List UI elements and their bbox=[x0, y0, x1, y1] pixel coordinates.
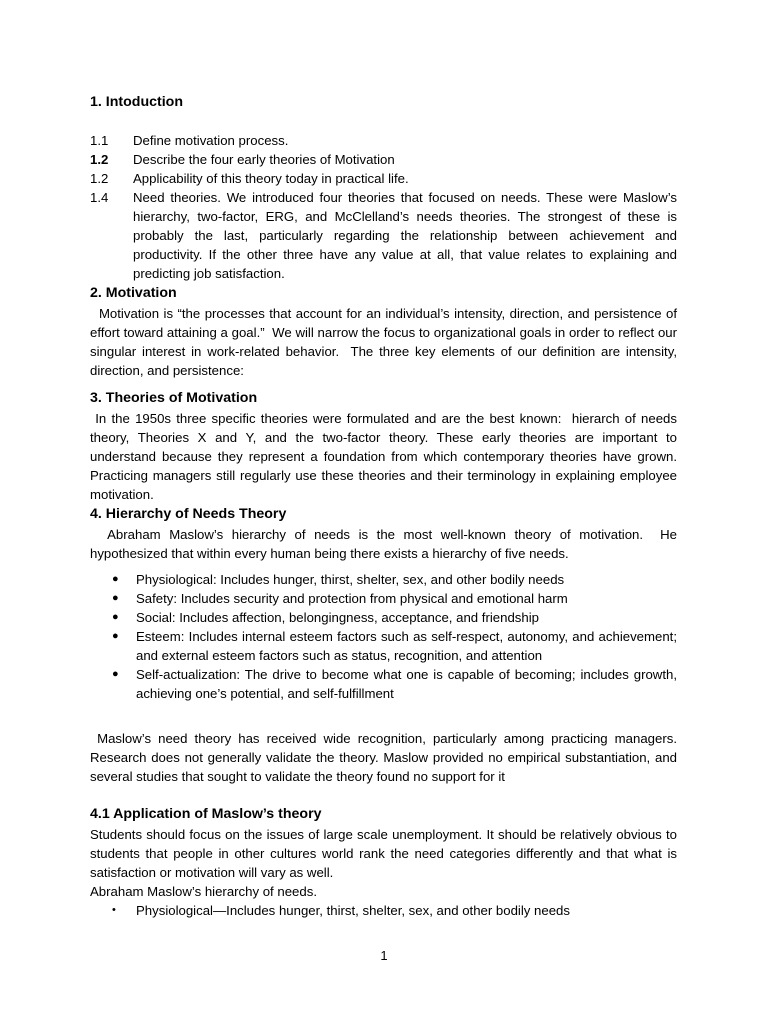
motivation-paragraph: Motivation is “the processes that account for an individual’s intensity, direction, and persistence of effort toward attaining a goal.” We will narrow the focus to organizational goals in order to reflect our singular interest in work-related behavior. The three key elements of our definition are intensity, direction, and persistence: bbox=[90, 306, 681, 378]
bullet-icon: ● bbox=[112, 592, 119, 604]
need-text: Esteem: Includes internal esteem factors such as self-respect, autonomy, and achievement; and external esteem factors such as status, recognition, and attention bbox=[136, 629, 677, 663]
objective-text: Define motivation process. bbox=[133, 133, 289, 148]
page-number: 1 bbox=[380, 948, 388, 963]
objective-item bbox=[90, 150, 677, 169]
bullet-icon: ● bbox=[112, 630, 119, 642]
objective-number: 1.2 bbox=[90, 152, 109, 167]
section-heading-motivation: 2. Motivation bbox=[90, 285, 177, 301]
hierarchy-paragraph: Abraham Maslow’s hierarchy of needs is the most well-known theory of motivation. He hypothesized that within every human being there exists a hierarchy of five needs. bbox=[90, 527, 681, 561]
section-heading-application: 4.1 Application of Maslow’s theory bbox=[90, 806, 322, 822]
section-heading-theories: 3. Theories of Motivation bbox=[90, 390, 258, 406]
list-item bbox=[112, 570, 677, 589]
objective-text: Need theories. We introduced four theories that focused on needs. These were Maslow’s hierarchy, two-factor, ERG, and McClelland’s needs theories. The strongest of these is probably the last, particularly regarding the relationship between achievement and productivity. If the other three have any value at all, that value relates to explaining and predicting job satisfaction. bbox=[133, 190, 677, 281]
objective-text: Describe the four early theories of Motivation bbox=[133, 152, 395, 167]
maslow-critique-paragraph: Maslow’s need theory has received wide recognition, particularly among practicing managers. Research does not generally validate the theory. Maslow provided no empirical substantiation, and several studies that sought to validate the theory found no support for it bbox=[90, 731, 681, 784]
bullet-icon: • bbox=[112, 904, 116, 916]
objective-item bbox=[90, 131, 677, 150]
need-text: Self-actualization: The drive to become what one is capable of becoming; includes growth, achieving one’s potential, and self-fulfillment bbox=[136, 667, 677, 701]
objective-number: 1.4 bbox=[90, 190, 109, 205]
application-line: Abraham Maslow’s hierarchy of needs. bbox=[90, 884, 317, 899]
needs-list bbox=[90, 570, 677, 703]
bullet-icon: ● bbox=[112, 668, 119, 680]
document-body bbox=[90, 92, 681, 920]
need-text: Safety: Includes security and protection from physical and emotional harm bbox=[136, 591, 568, 606]
list-item bbox=[112, 901, 677, 920]
objectives-list bbox=[90, 131, 677, 283]
list-item bbox=[112, 608, 677, 627]
need-text: Physiological—Includes hunger, thirst, shelter, sex, and other bodily needs bbox=[136, 903, 570, 918]
objective-number: 1.1 bbox=[90, 133, 109, 148]
list-item bbox=[112, 627, 677, 665]
bullet-icon: ● bbox=[112, 573, 119, 585]
bullet-icon: ● bbox=[112, 611, 119, 623]
theories-paragraph: In the 1950s three specific theories were formulated and are the best known: hierarch of needs theory, Theories X and Y, and the two-factor theory. These early theories are important to understand because they represent a foundation from which contemporary theories have grown. Practicing managers still regularly use these theories and their terminology in explaining employee motivation. bbox=[90, 411, 681, 502]
objective-number: 1.2 bbox=[90, 171, 109, 186]
need-text: Physiological: Includes hunger, thirst, shelter, sex, and other bodily needs bbox=[136, 572, 565, 587]
application-paragraph: Students should focus on the issues of large scale unemployment. It should be relatively obvious to students that people in other cultures world rank the need categories differently and that what is satisfaction or motivation will vary as well. bbox=[90, 827, 677, 880]
need-text: Social: Includes affection, belongingness, acceptance, and friendship bbox=[136, 610, 539, 625]
objective-item bbox=[90, 188, 677, 283]
objective-item bbox=[90, 169, 677, 188]
section-heading-hierarchy: 4. Hierarchy of Needs Theory bbox=[90, 506, 287, 522]
section-heading-introduction: 1. Intoduction bbox=[90, 94, 183, 110]
objective-text: Applicability of this theory today in practical life. bbox=[133, 171, 409, 186]
list-item bbox=[112, 665, 677, 703]
list-item bbox=[112, 589, 677, 608]
application-list bbox=[90, 901, 677, 920]
